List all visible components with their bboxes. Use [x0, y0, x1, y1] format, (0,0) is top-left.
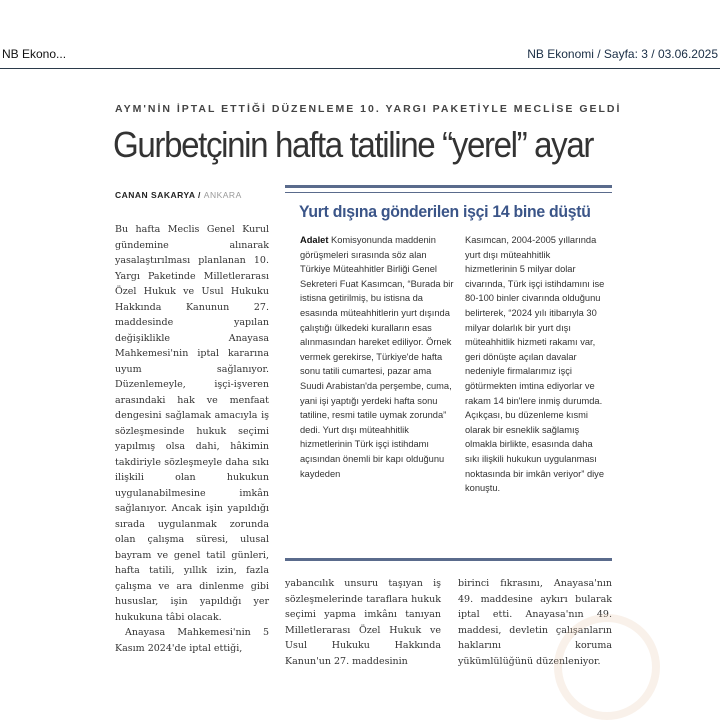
- sidebar-column-2: Kasımcan, 2004-2005 yıllarında yurt dışı müteahhitlik hizmetlerinin 5 milyar dolar civarında, Türk işçi istihdamını ise 80-100 binler civarında olduğunu belirterek, “2024 yılı itibarıyla 30 milyar dolarlık bir yurt dışı müteahhitlik hizmeti rakamı var, geri dönüşte açılan davalar nedeniyle firmalarımız işçi götürmekten imtina ediyorlar ve rakam 14 bin'lere inmiş durumda. Açıkçası, bu düzenleme kısmi olarak bir esneklik sağlamış olmakla birlikte, esasında daha sıkı ilişkili hukukun uygulanması noktasında bir imkân veriyor” diye konuştu.: [465, 235, 605, 494]
- body-column-3: birinci fıkrasını, Anayasa'nın 49. maddesine aykırı bularak iptal etti. Anayasa'nın 49. maddesi, devletin çalışanların haklarını koruma yükümlülüğünü düzenleniyor.: [458, 578, 612, 667]
- publication-short-title: NB Ekono...: [2, 47, 67, 61]
- lead-word: Adalet: [300, 235, 329, 245]
- article-headline: Gurbetçinin hafta tatiline “yerel” ayar: [113, 124, 594, 165]
- author-name: CANAN SAKARYA: [115, 190, 196, 200]
- watermark-stamp: [554, 614, 660, 720]
- sidebar-box: [285, 185, 612, 561]
- article-kicker: AYM'NİN İPTAL ETTİĞİ DÜZENLEME 10. YARGI PAKETİYLE MECLİSE GELDİ: [115, 103, 622, 115]
- byline: CANAN SAKARYA / ANKARA: [115, 190, 242, 200]
- body-paragraph: Bu hafta Meclis Genel Kurul gündemine alınarak yasalaştırılması planlanan 10. Yargı Paketinde Milletlerarası Özel Hukuk ve Usul Hukuku Hakkında Kanunun 27. maddesinde yapılan değişiklikle Anayasa Mahkemesi'nin iptal kararına uyum sağlanıyor. Düzenlemeyle, işçi-işveren arasındaki hak ve menfaat dengesini sağlamak amacıyla iş sözleşmesinde hukuk seçimi yapılmış olsa dahi, hâkimin takdiriyle sözleşmeyle daha sıkı ilişkili olan hukukun uygulanabilmesine imkân sağlanıyor. Ancak işin yapıldığı sırada uygulanmak zorunda olan çalışma süresi, ulusal bayram ve genel tatil günleri, hafta tatili, yıllık izin, fazla çalışma ve ara dinlenme gibi hususlar, işin yapıldığı yer hukukuna tâbi olacak.: [115, 224, 269, 623]
- sidebar-text: Komisyonunda maddenin görüşmeleri sırasında söz alan Türkiye Müteahhitler Birliği Genel Sekreteri Fuat Kasımcan, “Burada bir istisna getirilmiş, bu istisna da esasında müteahhitlerin yurt dışında çalıştığı ülkedeki kuralların esas alınmasından hareket ediliyor. Örnek vermek gerekirse, Türkiye'de hafta sonu tatili cumartesi, pazar ama Suudi Arabistan'da perşembe, cuma, yani işi yaptığı yerdeki hafta sonu tatiline, resmi tatile uymak zorunda” dedi. Yurt dışı müteahhitlik hizmetlerinin Türk işçi istihdamı açısından önemli bir kapı olduğunu kaydeden: [300, 235, 454, 479]
- body-paragraph: Anayasa Mahkemesi'nin 5 Kasım 2024'de iptal ettiği,: [115, 627, 269, 654]
- box-divider: [285, 192, 612, 193]
- sidebar-title: Yurt dışına gönderilen işçi 14 bine düştü: [299, 202, 591, 221]
- publication-page-info: NB Ekonomi / Sayfa: 3 / 03.06.2025: [527, 47, 718, 61]
- clipping-header: [0, 0, 720, 69]
- sidebar-column-1: [300, 233, 456, 481]
- dateline-location: ANKARA: [203, 190, 242, 200]
- body-column-2: yabancılık unsuru taşıyan iş sözleşmelerinde taraflara hukuk seçimi yapma imkânı tanıyan Milletlerarası Özel Hukuk ve Usul Hukuku Hakkında Kanun'un 27. maddesinin: [285, 578, 441, 667]
- body-column-1: [115, 222, 269, 656]
